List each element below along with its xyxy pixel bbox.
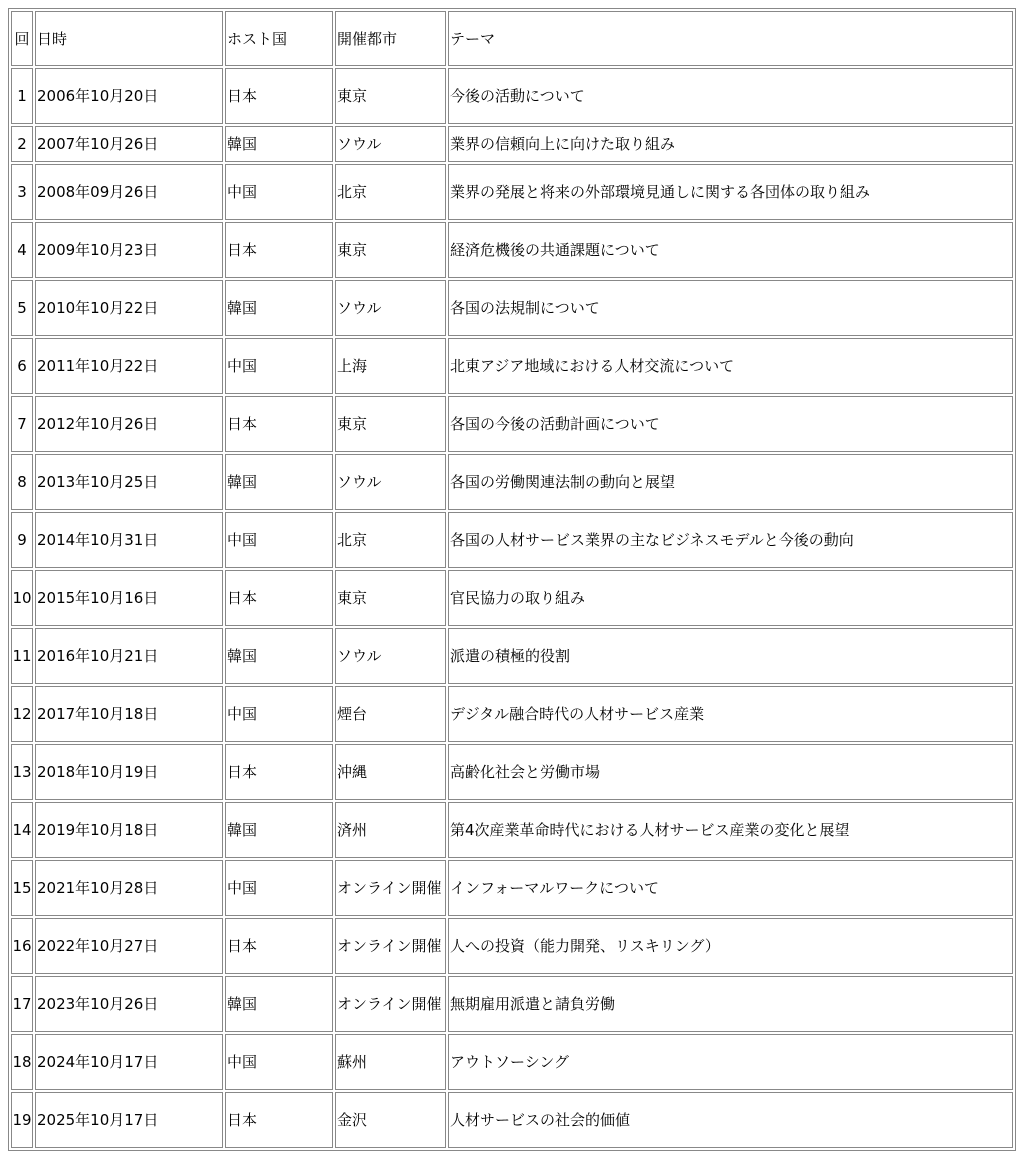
cell-date: 2015年10月16日 (35, 570, 223, 626)
cell-city: 上海 (335, 338, 446, 394)
cell-host: 韓国 (225, 802, 333, 858)
table-row (11, 860, 1013, 916)
cell-city: 東京 (335, 570, 446, 626)
cell-host: 中国 (225, 164, 333, 220)
table-row (11, 338, 1013, 394)
cell-theme: 業界の発展と将来の外部環境見通しに関する各団体の取り組み (448, 164, 1013, 220)
cell-host: 中国 (225, 860, 333, 916)
cell-city: オンライン開催 (335, 860, 446, 916)
cell-host: 日本 (225, 222, 333, 278)
cell-theme: 派遣の積極的役割 (448, 628, 1013, 684)
table-row (11, 802, 1013, 858)
cell-no: 18 (11, 1034, 33, 1090)
cell-city: 沖縄 (335, 744, 446, 800)
cell-theme: 人材サービスの社会的価値 (448, 1092, 1013, 1148)
cell-host: 日本 (225, 918, 333, 974)
cell-host: 中国 (225, 338, 333, 394)
cell-date: 2006年10月20日 (35, 68, 223, 124)
cell-city: ソウル (335, 454, 446, 510)
table-row (11, 454, 1013, 510)
cell-city: 蘇州 (335, 1034, 446, 1090)
cell-no: 3 (11, 164, 33, 220)
cell-theme: 各国の今後の活動計画について (448, 396, 1013, 452)
cell-date: 2021年10月28日 (35, 860, 223, 916)
table-header-row (11, 11, 1013, 66)
cell-host: 日本 (225, 1092, 333, 1148)
cell-theme: 北東アジア地域における人材交流について (448, 338, 1013, 394)
cell-date: 2013年10月25日 (35, 454, 223, 510)
header-no: 回 (11, 11, 33, 66)
table-row (11, 686, 1013, 742)
cell-city: ソウル (335, 628, 446, 684)
cell-theme: 経済危機後の共通課題について (448, 222, 1013, 278)
cell-city: ソウル (335, 280, 446, 336)
cell-no: 19 (11, 1092, 33, 1148)
table-row (11, 570, 1013, 626)
cell-no: 5 (11, 280, 33, 336)
cell-theme: アウトソーシング (448, 1034, 1013, 1090)
cell-host: 韓国 (225, 454, 333, 510)
cell-city: 東京 (335, 222, 446, 278)
header-host: ホスト国 (225, 11, 333, 66)
cell-no: 16 (11, 918, 33, 974)
table-row (11, 126, 1013, 162)
table-row (11, 222, 1013, 278)
cell-no: 12 (11, 686, 33, 742)
cell-date: 2022年10月27日 (35, 918, 223, 974)
cell-date: 2011年10月22日 (35, 338, 223, 394)
table-row (11, 512, 1013, 568)
cell-host: 韓国 (225, 126, 333, 162)
table-row (11, 68, 1013, 124)
cell-no: 13 (11, 744, 33, 800)
cell-date: 2009年10月23日 (35, 222, 223, 278)
cell-theme: 無期雇用派遣と請負労働 (448, 976, 1013, 1032)
cell-date: 2016年10月21日 (35, 628, 223, 684)
cell-theme: 各国の人材サービス業界の主なビジネスモデルと今後の動向 (448, 512, 1013, 568)
cell-theme: 高齢化社会と労働市場 (448, 744, 1013, 800)
cell-date: 2023年10月26日 (35, 976, 223, 1032)
cell-theme: 官民協力の取り組み (448, 570, 1013, 626)
cell-date: 2010年10月22日 (35, 280, 223, 336)
cell-host: 韓国 (225, 628, 333, 684)
cell-host: 中国 (225, 1034, 333, 1090)
cell-city: 東京 (335, 396, 446, 452)
cell-date: 2018年10月19日 (35, 744, 223, 800)
cell-theme: 各国の労働関連法制の動向と展望 (448, 454, 1013, 510)
cell-date: 2019年10月18日 (35, 802, 223, 858)
cell-city: 東京 (335, 68, 446, 124)
cell-date: 2012年10月26日 (35, 396, 223, 452)
header-city: 開催都市 (335, 11, 446, 66)
cell-date: 2024年10月17日 (35, 1034, 223, 1090)
cell-host: 日本 (225, 68, 333, 124)
cell-no: 15 (11, 860, 33, 916)
cell-host: 中国 (225, 512, 333, 568)
cell-theme: 今後の活動について (448, 68, 1013, 124)
cell-city: 煙台 (335, 686, 446, 742)
cell-host: 韓国 (225, 280, 333, 336)
meetings-table (8, 8, 1016, 1151)
cell-theme: 第4次産業革命時代における人材サービス産業の変化と展望 (448, 802, 1013, 858)
cell-city: オンライン開催 (335, 918, 446, 974)
cell-theme: 人への投資（能力開発、リスキリング） (448, 918, 1013, 974)
table-body (11, 68, 1013, 1148)
cell-theme: 業界の信頼向上に向けた取り組み (448, 126, 1013, 162)
cell-host: 日本 (225, 396, 333, 452)
cell-host: 日本 (225, 744, 333, 800)
cell-no: 11 (11, 628, 33, 684)
cell-no: 7 (11, 396, 33, 452)
cell-no: 14 (11, 802, 33, 858)
table-row (11, 164, 1013, 220)
cell-host: 中国 (225, 686, 333, 742)
table-row (11, 976, 1013, 1032)
cell-no: 17 (11, 976, 33, 1032)
cell-no: 2 (11, 126, 33, 162)
cell-theme: インフォーマルワークについて (448, 860, 1013, 916)
cell-theme: 各国の法規制について (448, 280, 1013, 336)
table-row (11, 1092, 1013, 1148)
cell-no: 4 (11, 222, 33, 278)
cell-host: 日本 (225, 570, 333, 626)
cell-city: 北京 (335, 512, 446, 568)
cell-no: 8 (11, 454, 33, 510)
cell-date: 2014年10月31日 (35, 512, 223, 568)
header-date: 日時 (35, 11, 223, 66)
table-row (11, 280, 1013, 336)
cell-no: 10 (11, 570, 33, 626)
table-row (11, 1034, 1013, 1090)
cell-theme: デジタル融合時代の人材サービス産業 (448, 686, 1013, 742)
table-row (11, 744, 1013, 800)
cell-date: 2007年10月26日 (35, 126, 223, 162)
cell-date: 2025年10月17日 (35, 1092, 223, 1148)
table-row (11, 396, 1013, 452)
cell-no: 9 (11, 512, 33, 568)
cell-city: 金沢 (335, 1092, 446, 1148)
cell-city: オンライン開催 (335, 976, 446, 1032)
table-row (11, 628, 1013, 684)
cell-no: 6 (11, 338, 33, 394)
cell-host: 韓国 (225, 976, 333, 1032)
header-theme: テーマ (448, 11, 1013, 66)
table-row (11, 918, 1013, 974)
cell-city: 北京 (335, 164, 446, 220)
cell-date: 2008年09月26日 (35, 164, 223, 220)
cell-date: 2017年10月18日 (35, 686, 223, 742)
cell-no: 1 (11, 68, 33, 124)
cell-city: 済州 (335, 802, 446, 858)
cell-city: ソウル (335, 126, 446, 162)
